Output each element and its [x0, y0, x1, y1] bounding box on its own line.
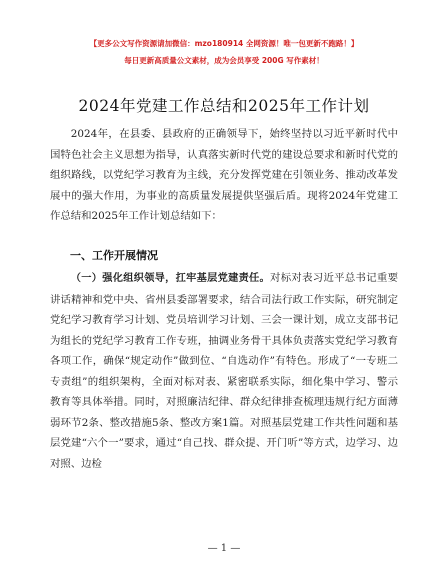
- document-title: 2024年党建工作总结和2025年工作计划: [78, 97, 370, 115]
- promo-banner-line2: 每日更新高质量公文素材，成为会员享受 200G 写作素材！: [124, 56, 324, 65]
- intro-paragraph: 2024年，在县委、县政府的正确领导下，始终坚持以习近平新时代中国特色社会主义思想为指导，认真落实新时代党的建设总要求和新时代党的组织路线，以党纪学习教育为主线，充分发挥党建在引领业务、推动改革发展中的强大作用，为事业的高质量发展提供坚强后盾。现将2024年党建工作总结和2025年工作计划总结如下：: [50, 128, 398, 222]
- subsection-1: [50, 268, 398, 474]
- page-number: — 1 —: [207, 543, 241, 554]
- subsection-heading: （一）强化组织领导，扛牢基层党建责任。: [70, 273, 271, 284]
- subsection-body: 对标对表习近平总书记重要讲话精神和党中央、省州县委部署要求，结合司法行政工作实际，研究制定党纪学习教育学习计划、党员培训学习计划、三会一课计划，成立支部书记为组长的党纪学习教育工作专班，抽调业务骨干具体负责落实党纪学习教育各项工作，确保“规定动作”做到位、“自选动作”有特色。形成了“一专班二专责组”的组织架构，全面对标对表、紧密联系实际，细化集中学习、警示教育等具体举措。同时，对照廉洁纪律、群众纪律排查梳理违规行纪方面薄弱环节2条、整改措施5条、整改方案1篇。对照基层党建工作共性问题和基层党建“六个一”要求，通过“自己找、群众提、开门听”等方式，边学习、边对照、边检: [50, 272, 399, 470]
- section-heading: 一、工作开展情况: [70, 249, 158, 262]
- intro-section: [50, 124, 398, 227]
- promo-banner-line1: 【更多公文写作资源请加微信：mzo180914 全网资源！唯一包更新不跑路！】: [89, 39, 359, 48]
- subsection-paragraph: [50, 268, 398, 474]
